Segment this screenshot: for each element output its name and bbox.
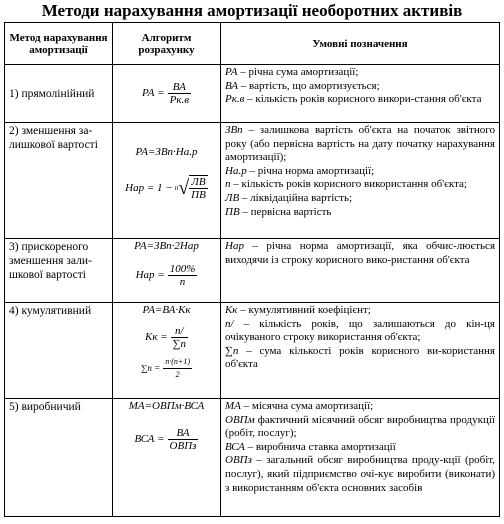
notes-cell xyxy=(221,399,500,517)
fraction xyxy=(168,263,198,288)
note-line: ЛВ – ліквідаційна вартість; xyxy=(225,191,353,204)
fraction-denominator: ПВ xyxy=(191,189,206,201)
formula-lhs: РА = xyxy=(141,87,165,99)
formula xyxy=(117,427,216,452)
note-line: ∑n – сума кількості років корисного ви-користання об'єкта xyxy=(225,344,495,371)
formula-lhs: Нар = 1 − xyxy=(125,181,173,194)
note-line: ПВ – первісна вартість xyxy=(225,205,332,218)
note-line: МА – місячна сума амортизації; xyxy=(225,400,374,412)
header-algorithm: Алгоритм розрахунку xyxy=(113,23,221,65)
fraction xyxy=(189,175,208,201)
note-line: ЗВп – залишкова вартість об'єкта на початок звітного року (або первісна вартість на дату початку нарахування амортизації); xyxy=(225,124,495,164)
fraction-denominator: ∑n xyxy=(172,338,186,350)
fraction-numerator: ЛВ xyxy=(189,176,208,189)
depreciation-methods-table xyxy=(4,22,500,517)
formula-cell xyxy=(113,65,221,123)
formula-cell xyxy=(113,303,221,399)
note-line: ВСА – виробнича ставка амортизації xyxy=(225,440,396,453)
fraction xyxy=(168,427,199,452)
fraction-denominator: ОВПз xyxy=(169,440,197,452)
note-line: РА – річна сума амортизації; xyxy=(225,66,359,78)
note-line: Кк – кумулятивний коефіцієнт; xyxy=(225,304,371,316)
notes-cell xyxy=(221,123,500,239)
fraction-denominator: Рк.в xyxy=(169,94,190,106)
fraction-denominator: n xyxy=(179,276,186,288)
fraction xyxy=(168,81,191,106)
method-cell: 2) зменшення за-лишкової вартості xyxy=(5,123,113,239)
note-line: n – кількість років корисного використання об'єкта; xyxy=(225,178,467,191)
note-line: ОВПз – загальний обсяг виробництва проду-кції (робіт, послуг), який підприємство очі-кує виробити (виконати) з використанням об'єкта основних засобів xyxy=(225,454,495,494)
notes-cell xyxy=(221,303,500,399)
formula-cell xyxy=(113,399,221,517)
header-notation: Умовні позначення xyxy=(221,23,500,65)
fraction xyxy=(163,356,192,381)
root-sign-icon: √ xyxy=(178,176,190,199)
method-cell: 4) кумулятивний xyxy=(5,303,113,399)
notes-cell xyxy=(221,239,500,303)
formula: РА=ЗВп·2Нар xyxy=(134,240,199,252)
formula-lhs: ∑n = xyxy=(141,363,161,373)
table-header-row xyxy=(5,23,500,65)
fraction-numerator: ВА xyxy=(168,81,191,94)
formula-lhs: ВСА = xyxy=(134,433,165,445)
note-line: На.р – річна норма амортизації; xyxy=(225,164,375,177)
formula-lhs: Кк = xyxy=(145,331,168,343)
formula xyxy=(117,81,216,106)
fraction-numerator: 100% xyxy=(169,263,196,275)
method-cell: 1) прямолінійний xyxy=(5,65,113,123)
fraction-numerator: n·(n+1) xyxy=(163,356,192,369)
formula-cell xyxy=(113,239,221,303)
formula xyxy=(117,175,216,201)
note-line: Нар – річна норма амортизації, яка обчис-люється виходячи із строку корисного вико-ристання об'єкта xyxy=(225,240,495,266)
fraction-numerator: n/ xyxy=(171,325,188,338)
table-row xyxy=(5,303,500,399)
table-row xyxy=(5,123,500,239)
table-row xyxy=(5,239,500,303)
formula-lhs: Нар = xyxy=(135,269,165,281)
formula xyxy=(117,325,216,350)
page-title: Методи нарахування амортизації необоротних активів xyxy=(41,1,463,20)
method-cell: 5) виробничий xyxy=(5,399,113,517)
method-cell: 3) прискореного зменшення зали-шкової вартості xyxy=(5,239,113,303)
root-index: n xyxy=(174,183,179,192)
note-line: ОВПм фактичний місячний обсяг виробництва продукції (робіт, послуг); xyxy=(225,413,495,440)
header-method: Метод нарахування амортизації xyxy=(5,23,113,65)
fraction-denominator: 2 xyxy=(175,370,180,379)
note-line: ВА – вартість, що амортизується; xyxy=(225,79,380,92)
formula xyxy=(117,356,216,381)
formula: РА=ЗВп·На.р xyxy=(135,146,198,158)
formula-cell xyxy=(113,123,221,239)
formula xyxy=(117,263,216,288)
note-line: Рк.в – кількість років корисного викори-стання об'єкта xyxy=(225,93,482,106)
formula: МА=ОВПм·ВСА xyxy=(128,400,205,412)
table-row xyxy=(5,65,500,123)
fraction xyxy=(171,325,188,350)
note-line: n/ – кількість років, що залишаються до кін-ця очікуваного строку використання об'єкта; xyxy=(225,317,495,344)
notes-cell xyxy=(221,65,500,123)
table-row xyxy=(5,399,500,517)
fraction-numerator: ВА xyxy=(168,427,199,440)
formula: РА=ВА·Кк xyxy=(142,304,191,316)
